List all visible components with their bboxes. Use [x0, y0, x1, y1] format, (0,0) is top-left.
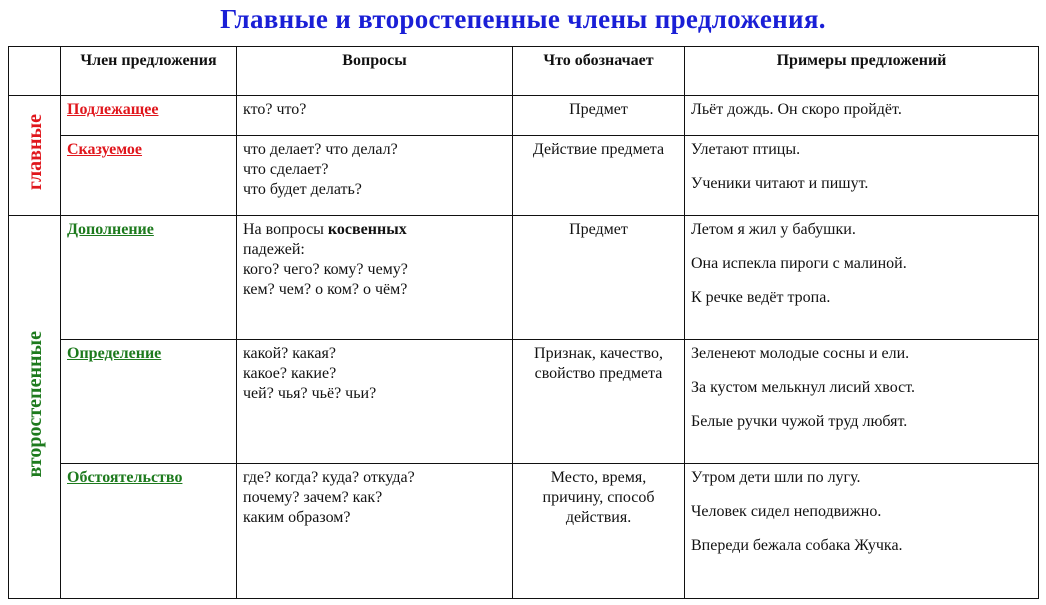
term-cell	[61, 96, 237, 136]
example-line: Улетают птицы.	[691, 141, 801, 158]
spacer	[691, 160, 1032, 174]
question-line: падежей:	[243, 241, 305, 258]
term-subject: Подлежащее	[67, 101, 159, 118]
header-row	[9, 47, 1039, 96]
questions-cell	[237, 216, 513, 340]
meaning-object: Предмет	[569, 221, 628, 238]
header-empty	[9, 47, 61, 96]
meaning-cell	[513, 340, 685, 464]
group-main	[9, 96, 61, 216]
group-secondary	[9, 216, 61, 599]
question-prefix: На вопросы	[243, 221, 328, 238]
spacer	[691, 522, 1032, 536]
question-line	[243, 220, 506, 240]
meaning-cell	[513, 96, 685, 136]
spacer	[691, 364, 1032, 378]
question-line: где? когда? куда? откуда?	[243, 469, 415, 486]
examples-cell	[685, 96, 1039, 136]
header-examples: Примеры предложений	[685, 47, 1039, 96]
example-line: Зеленеют молодые сосны и ели.	[691, 345, 910, 362]
meaning-cell	[513, 216, 685, 340]
examples-cell	[685, 340, 1039, 464]
question-line: что сделает?	[243, 161, 329, 178]
example-line: Она испекла пироги с малиной.	[691, 255, 907, 272]
members-table	[8, 46, 1039, 599]
term-cell	[61, 136, 237, 216]
header-member: Член предложения	[61, 47, 237, 96]
group-main-label: главные	[23, 114, 46, 191]
question-bold: косвенных	[327, 221, 407, 238]
group-secondary-label: второстепенные	[23, 330, 46, 478]
example-line: Впереди бежала собака Жучка.	[691, 537, 903, 554]
page-title: Главные и второстепенные члены предложения.	[220, 4, 826, 34]
meaning-predicate: Действие предмета	[532, 141, 665, 158]
example-line: Летом я жил у бабушки.	[691, 221, 856, 238]
example-line: Утром дети шли по лугу.	[691, 469, 861, 486]
question-line: кем? чем? о ком? о чём?	[243, 281, 408, 298]
question-line: кого? чего? кому? чему?	[243, 261, 408, 278]
meaning-adverbial: Место, время, причину, способ действия.	[542, 469, 655, 526]
question-line: что будет делать?	[243, 181, 362, 198]
example-line: За кустом мелькнул лисий хвост.	[691, 379, 915, 396]
examples-cell	[685, 216, 1039, 340]
meaning-cell	[513, 464, 685, 599]
example-line: Льёт дождь. Он скоро пройдёт.	[691, 101, 902, 118]
table-row-object	[9, 216, 1039, 340]
table-row-predicate	[9, 136, 1039, 216]
question-line: какой? какая?	[243, 345, 336, 362]
term-cell	[61, 340, 237, 464]
meaning-cell	[513, 136, 685, 216]
questions-cell	[237, 136, 513, 216]
header-meaning: Что обозначает	[513, 47, 685, 96]
example-line: Ученики читают и пишут.	[691, 175, 869, 192]
spacer	[691, 240, 1032, 254]
meaning-subject: Предмет	[569, 101, 628, 118]
term-object: Дополнение	[67, 221, 154, 238]
term-adverbial: Обстоятельство	[67, 469, 183, 486]
examples-cell	[685, 464, 1039, 599]
term-cell	[61, 216, 237, 340]
spacer	[691, 488, 1032, 502]
example-line: К речке ведёт тропа.	[691, 289, 831, 306]
question-line: кто? что?	[243, 101, 307, 118]
example-line: Белые ручки чужой труд любят.	[691, 413, 908, 430]
spacer	[691, 398, 1032, 412]
term-predicate: Сказуемое	[67, 141, 143, 158]
question-line: чей? чья? чьё? чьи?	[243, 385, 377, 402]
question-line: что делает? что делал?	[243, 141, 398, 158]
table-row-attribute	[9, 340, 1039, 464]
questions-cell	[237, 340, 513, 464]
table-row-subject	[9, 96, 1039, 136]
question-line: почему? зачем? как?	[243, 489, 383, 506]
question-line: какое? какие?	[243, 365, 337, 382]
spacer	[691, 274, 1032, 288]
questions-cell	[237, 96, 513, 136]
table-row-adverbial	[9, 464, 1039, 599]
term-cell	[61, 464, 237, 599]
questions-cell	[237, 464, 513, 599]
meaning-attribute: Признак, качество, свойство предмета	[534, 345, 663, 382]
term-attribute: Определение	[67, 345, 162, 362]
header-questions: Вопросы	[237, 47, 513, 96]
examples-cell	[685, 136, 1039, 216]
question-line: каким образом?	[243, 509, 351, 526]
example-line: Человек сидел неподвижно.	[691, 503, 882, 520]
